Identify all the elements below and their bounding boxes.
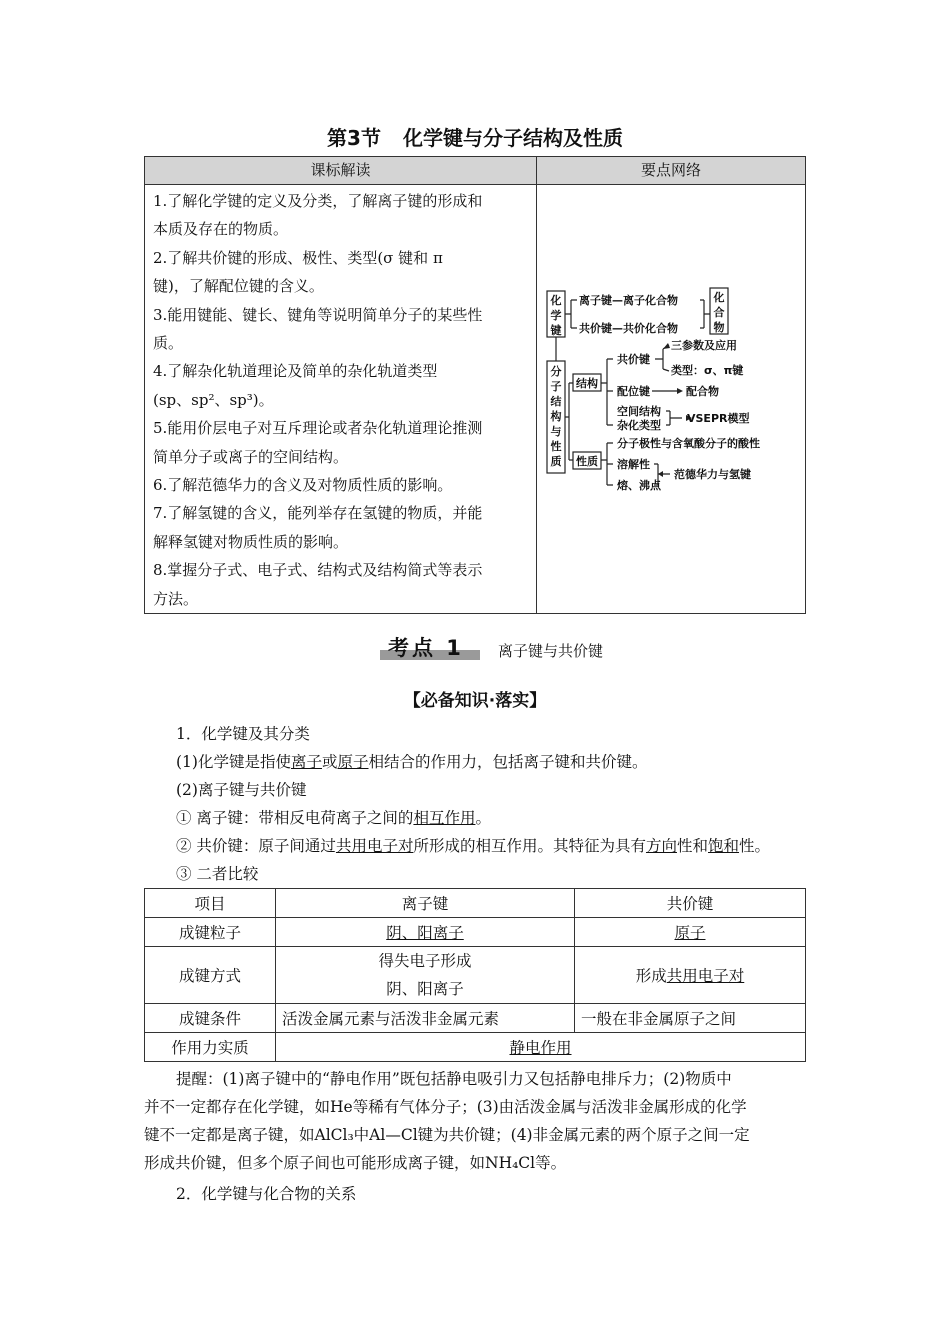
p4-blank-1: 共用电子对 bbox=[335, 837, 414, 855]
page-title bbox=[0, 122, 950, 151]
p4-text-d: 性。 bbox=[739, 837, 771, 855]
overview-table bbox=[144, 156, 806, 614]
peihewu-label: 配合物 bbox=[686, 385, 719, 398]
paragraph-4 bbox=[176, 834, 770, 856]
header-ionic: 离子键 bbox=[276, 889, 575, 918]
molecule-char-2: 子 bbox=[550, 380, 562, 393]
p3-text-b: 。 bbox=[475, 809, 491, 827]
objective-line: 5.能用价层电子对互斥理论或者杂化轨道理论推测 bbox=[153, 419, 483, 438]
row-method-label: 成键方式 bbox=[145, 947, 276, 1004]
objective-line: 4.了解杂化轨道理论及简单的杂化轨道类型 bbox=[153, 362, 438, 381]
objective-line: 6.了解范德华力的含义及对物质性质的影响。 bbox=[153, 476, 453, 495]
row-essence-label: 作用力实质 bbox=[145, 1033, 276, 1062]
molecule-char-7: 质 bbox=[550, 455, 562, 468]
property-label: 性质 bbox=[576, 455, 598, 468]
kaodian-subtitle: 离子键与共价键 bbox=[498, 642, 604, 660]
objective-line: 本质及存在的物质。 bbox=[153, 220, 289, 239]
vdw-label: 范德华力与氢键 bbox=[674, 468, 751, 481]
p4-text-a: ② 共价键：原子间通过 bbox=[176, 837, 336, 855]
section2-heading: 2．化学键与化合物的关系 bbox=[176, 1185, 357, 1203]
objectives-cell bbox=[145, 185, 537, 614]
melting-label: 熔、沸点 bbox=[617, 479, 661, 492]
network-cell bbox=[537, 185, 806, 614]
three-params-label: 三参数及应用 bbox=[671, 339, 737, 352]
ionic-method-line2: 阴、阳离子 bbox=[386, 980, 464, 998]
polarity-label: 分子极性与含氧酸分子的酸性 bbox=[617, 437, 760, 450]
section-name: 化学键与分子结构及性质 bbox=[402, 126, 623, 150]
comparison-table bbox=[144, 888, 806, 1062]
paragraph-2: (2)离子键与共价键 bbox=[176, 781, 307, 799]
molecule-char-3: 结 bbox=[550, 395, 562, 408]
p4-blank-2: 方向 bbox=[645, 837, 677, 855]
covalent-condition: 一般在非金属原子之间 bbox=[575, 1004, 806, 1033]
objective-line: 解释氢键对物质性质的影响。 bbox=[153, 532, 349, 551]
objective-line: 2.了解共价键的形成、极性、类型(σ 键和 π bbox=[153, 248, 443, 267]
essence-value: 静电作用 bbox=[509, 1039, 572, 1057]
compound-char-1: 化 bbox=[713, 291, 725, 304]
objective-line: 3.能用键能、键长、键角等说明简单分子的某些性 bbox=[153, 305, 483, 324]
p1-blank-2: 原子 bbox=[337, 753, 369, 771]
p4-blank-3: 饱和 bbox=[708, 837, 740, 855]
peiweijian-label: 配位键 bbox=[617, 385, 650, 398]
compound-char-2: 合 bbox=[713, 306, 725, 319]
objectives-header: 课标解读 bbox=[145, 157, 537, 185]
section1-heading: 1．化学键及其分类 bbox=[176, 725, 310, 743]
objectives-list bbox=[145, 185, 536, 613]
note-line-1: 提醒：(1)离子键中的“静电作用”既包括静电吸引力又包括静电排斥力；(2)物质中 bbox=[176, 1070, 732, 1088]
objective-line: 方法。 bbox=[153, 589, 199, 608]
objective-line: 7.了解氢键的含义，能列举存在氢键的物质，并能 bbox=[153, 504, 483, 523]
structure-label: 结构 bbox=[576, 377, 598, 390]
p1-text-c: 相结合的作用力，包括离子键和共价键。 bbox=[368, 753, 648, 771]
objective-line: (sp、sp²、sp³)。 bbox=[153, 390, 274, 409]
note-line-2: 并不一定都存在化学键，如He等稀有气体分子；(3)由活泼金属与活泼非金属形成的化学 bbox=[144, 1098, 747, 1116]
note-line-4: 形成共价键，但多个原子间也可能形成离子键，如NH₄Cl等。 bbox=[144, 1154, 567, 1172]
molecule-char-5: 与 bbox=[550, 425, 562, 438]
p1-text-a: (1)化学键是指使 bbox=[176, 753, 291, 771]
note-line-3: 键不一定都是离子键，如AlCl₃中Al—Cl键为共价键；(4)非金属元素的两个原子之间一定 bbox=[144, 1126, 750, 1144]
p1-text-b: 或 bbox=[321, 753, 338, 771]
objective-line: 简单分子或离子的空间结构。 bbox=[153, 447, 349, 466]
section-number: 第3节 bbox=[327, 126, 381, 150]
bibei-heading: 【必备知识·落实】 bbox=[403, 691, 547, 711]
p3-blank: 相互作用 bbox=[413, 809, 476, 827]
objective-line: 8.掌握分子式、电子式、结构式及结构简式等表示 bbox=[153, 561, 483, 580]
covalent-method-blank: 共用电子对 bbox=[666, 967, 745, 985]
paragraph-1 bbox=[176, 750, 648, 772]
molecule-char-4: 构 bbox=[550, 410, 562, 423]
compound-char-3: 物 bbox=[713, 321, 725, 334]
covalent-method bbox=[575, 947, 806, 1004]
objective-line: 键)，了解配位键的含义。 bbox=[153, 277, 324, 296]
header-item: 项目 bbox=[145, 889, 276, 918]
objective-line: 质。 bbox=[153, 334, 184, 353]
objective-line: 1.了解化学键的定义及分类，了解离子键的形成和 bbox=[153, 192, 483, 210]
ionic-label: 离子键—离子化合物 bbox=[579, 294, 678, 307]
ionic-method-line1: 得失电子形成 bbox=[378, 952, 472, 970]
covalent-particles: 原子 bbox=[674, 924, 706, 942]
ionic-particles: 阴、阳离子 bbox=[386, 924, 464, 942]
ionic-condition: 活泼金属元素与活泼非金属元素 bbox=[276, 1004, 575, 1033]
paragraph-5: ③ 二者比较 bbox=[176, 865, 259, 883]
p4-text-b: 所形成的相互作用。其特征为具有 bbox=[413, 837, 646, 855]
vsepr-label: VSEPR模型 bbox=[687, 412, 750, 425]
p1-blank-1: 离子 bbox=[290, 753, 322, 771]
root-char-1: 化 bbox=[550, 294, 562, 307]
row-particles-label: 成键粒子 bbox=[145, 918, 276, 947]
zahua-label: 杂化类型 bbox=[617, 419, 661, 432]
gongjiajian-label: 共价键 bbox=[617, 353, 650, 366]
solubility-label: 溶解性 bbox=[617, 458, 650, 471]
kaodian-label: 考点 1 bbox=[388, 636, 464, 660]
concept-network-diagram bbox=[537, 185, 805, 603]
root-char-3: 键 bbox=[550, 324, 562, 337]
molecule-char-6: 性 bbox=[550, 440, 562, 453]
paragraph-3 bbox=[176, 806, 491, 828]
covalent-method-text: 形成 bbox=[635, 967, 667, 985]
types-label: 类型：σ、π键 bbox=[671, 364, 744, 377]
root-char-2: 学 bbox=[550, 309, 562, 322]
p3-text-a: ① 离子键：带相反电荷离子之间的 bbox=[176, 809, 414, 827]
row-condition-label: 成键条件 bbox=[145, 1004, 276, 1033]
molecule-char-1: 分 bbox=[550, 365, 562, 378]
p4-text-c: 性和 bbox=[676, 837, 708, 855]
covalent-label: 共价键—共价化合物 bbox=[579, 322, 678, 335]
network-header: 要点网络 bbox=[537, 157, 806, 185]
header-covalent: 共价键 bbox=[575, 889, 806, 918]
kongjian-label: 空间结构 bbox=[617, 405, 661, 418]
